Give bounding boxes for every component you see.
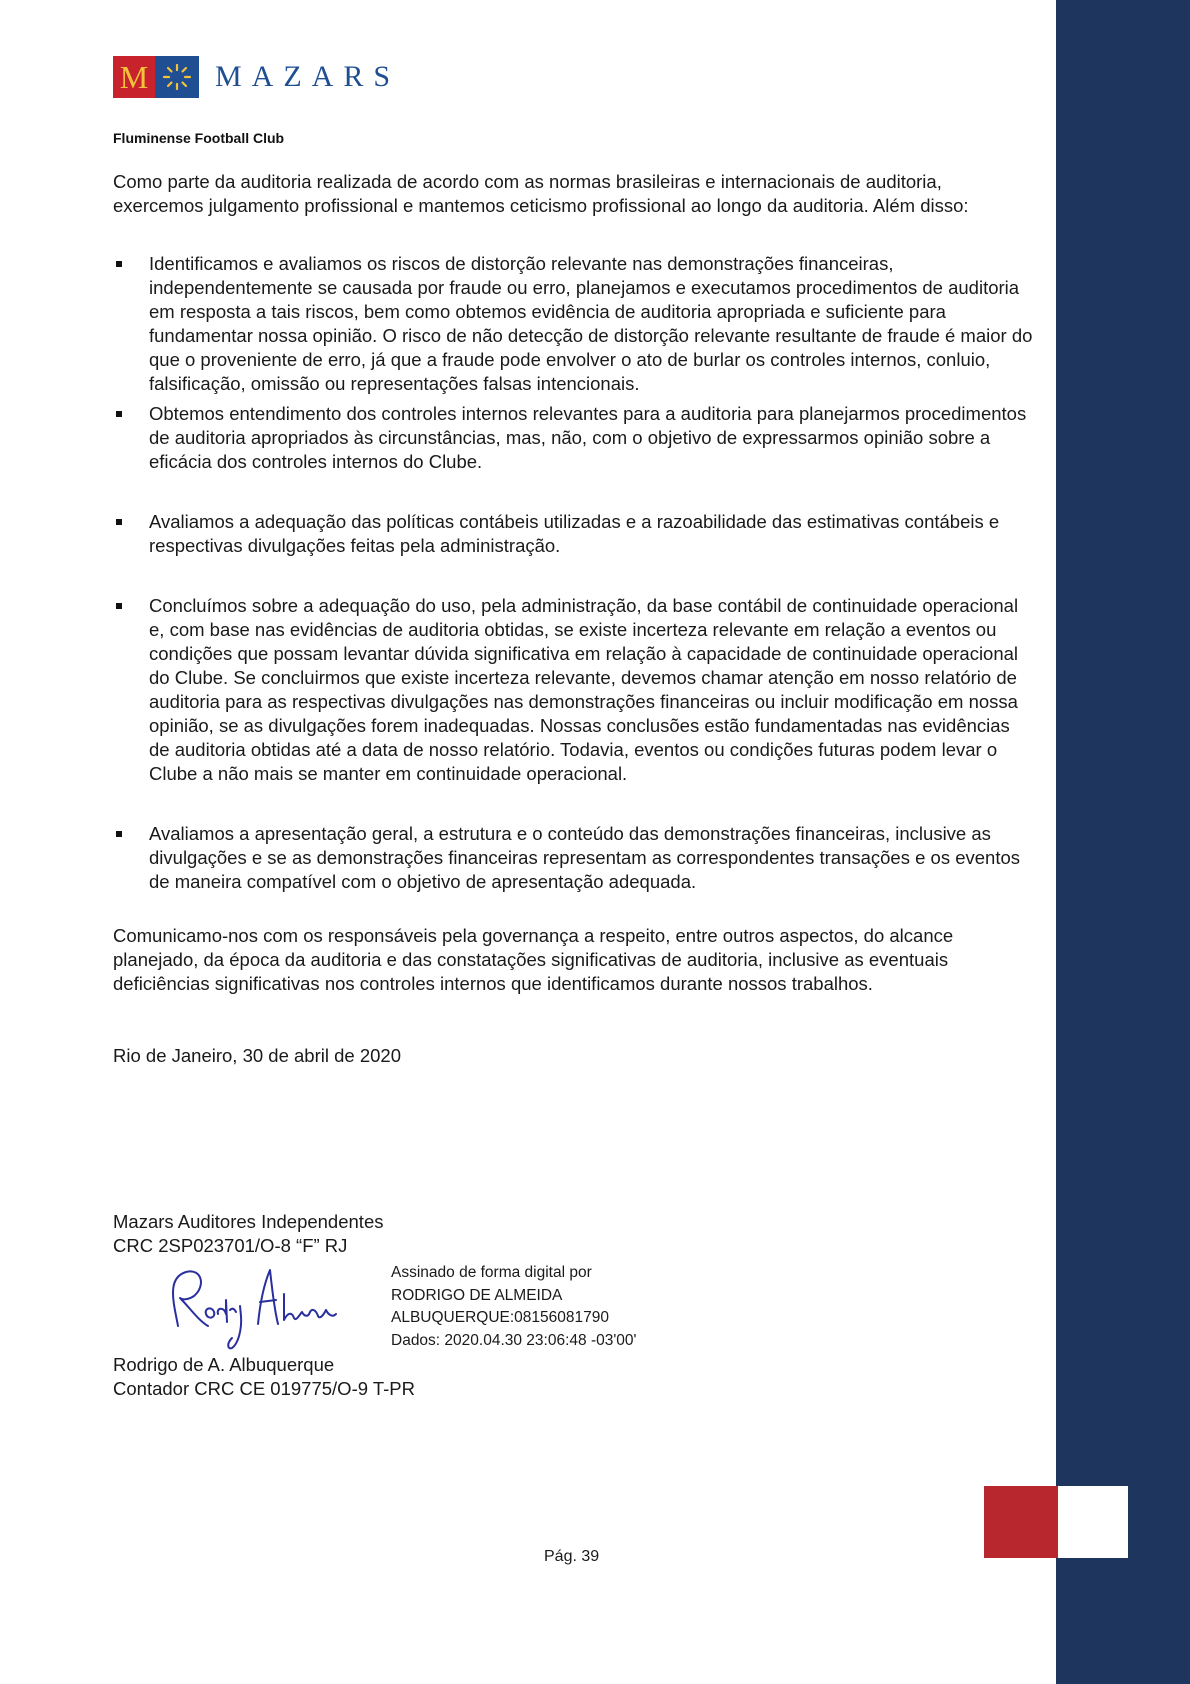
bullet-icon: [116, 411, 122, 417]
place-date: Rio de Janeiro, 30 de abril de 2020: [113, 1045, 401, 1066]
mazars-logo: [113, 56, 400, 98]
digital-signature-stamp: [391, 1262, 637, 1352]
list-item: [113, 510, 1033, 558]
list-item-text: Identificamos e avaliamos os riscos de distorção relevante nas demonstrações financeiras, independentemente se causada por fraude ou erro, planejamos e executamos procedimentos de auditoria em resposta a tais riscos, bem como obtemos evidência de auditoria apropriada e suficiente para fundamentar nossa opinião. O risco de não detecção de distorção relevante resultante de fraude é maior do que o proveniente de erro, já que a fraude pode envolver o ato de burlar os controles internos, conluio, falsificação, omissão ou representações falsas intencionais.: [149, 253, 1033, 394]
page-number: Pág. 39: [544, 1548, 600, 1565]
logo-wordmark: MAZARS: [215, 60, 401, 93]
digital-signature-line: RODRIGO DE ALMEIDA: [391, 1286, 563, 1304]
sun-icon: [155, 56, 199, 98]
list-item: [113, 594, 1033, 786]
closing-paragraph: Comunicamo-nos com os responsáveis pela governança a respeito, entre outros aspectos, do alcance planejado, da época da auditoria e das constatações significativas de auditoria, inclusive as eventuais deficiências significativas nos controles internos que identificamos durante nossos trabalhos.: [113, 925, 954, 994]
signer-block: [113, 1353, 415, 1401]
list-item-text: Avaliamos a apresentação geral, a estrutura e o conteúdo das demonstrações financeiras, inclusive as divulgações e se as demonstrações financeiras representam as correspondentes transações e os eventos de maneira compatível com o objetivo de apresentação adequada.: [149, 823, 1021, 892]
bullet-icon: [116, 519, 122, 525]
intro-paragraph: Como parte da auditoria realizada de acordo com as normas brasileiras e internacionais de auditoria, exercemos julgamento profissional e mantemos ceticismo profissional ao longo da auditoria. Além disso:: [113, 171, 969, 216]
procedures-list: [113, 252, 1033, 894]
firm-block: [113, 1210, 383, 1258]
red-square-decoration: [984, 1486, 1058, 1558]
signer-name: Rodrigo de A. Albuquerque: [113, 1354, 335, 1375]
logo-letter: M: [113, 56, 155, 98]
bullet-icon: [116, 603, 122, 609]
list-item: [113, 252, 1033, 396]
list-item-text: Obtemos entendimento dos controles internos relevantes para a auditoria para planejarmos procedimentos de auditoria apropriados às circunstâncias, mas, não, com o objetivo de expressarmos opinião sobre a eficácia dos controles internos do Clube.: [149, 403, 1027, 472]
white-square-decoration: [1058, 1486, 1128, 1558]
digital-signature-line: Assinado de forma digital por: [391, 1264, 592, 1281]
client-name: Fluminense Football Club: [113, 130, 285, 146]
firm-name: Mazars Auditores Independentes: [113, 1211, 384, 1232]
list-item: [113, 402, 1033, 474]
bullet-icon: [116, 831, 122, 837]
handwritten-signature: [160, 1264, 340, 1357]
list-item: [113, 822, 1033, 894]
bullet-icon: [116, 261, 122, 267]
navy-sidebar: [1056, 0, 1190, 1684]
digital-signature-line: ALBUQUERQUE:08156081790: [391, 1309, 609, 1326]
list-item-text: Concluímos sobre a adequação do uso, pela administração, da base contábil de continuidade operacional e, com base nas evidências de auditoria obtidas, se existe incerteza relevante em relação a eventos ou condições que possam levantar dúvida significativa em relação à capacidade de continuidade operacional do Clube. Se concluirmos que existe incerteza relevante, devemos chamar atenção em nosso relatório de auditoria para as respectivas divulgações nas demonstrações financeiras ou incluir modificação em nossa opinião, se as divulgações forem inadequadas. Nossas conclusões estão fundamentadas nas evidências de auditoria obtidas até a data de nosso relatório. Todavia, eventos ou condições futuras podem levar o Clube a não mais se manter em continuidade operacional.: [149, 595, 1019, 784]
digital-signature-line: Dados: 2020.04.30 23:06:48 -03'00': [391, 1331, 637, 1349]
list-item-text: Avaliamos a adequação das políticas contábeis utilizadas e a razoabilidade das estimativas contábeis e respectivas divulgações feitas pela administração.: [149, 511, 1000, 556]
firm-crc: CRC 2SP023701/O-8 “F” RJ: [113, 1235, 348, 1256]
report-body: [113, 170, 1033, 1068]
signer-crc: Contador CRC CE 019775/O-9 T-PR: [113, 1378, 415, 1399]
